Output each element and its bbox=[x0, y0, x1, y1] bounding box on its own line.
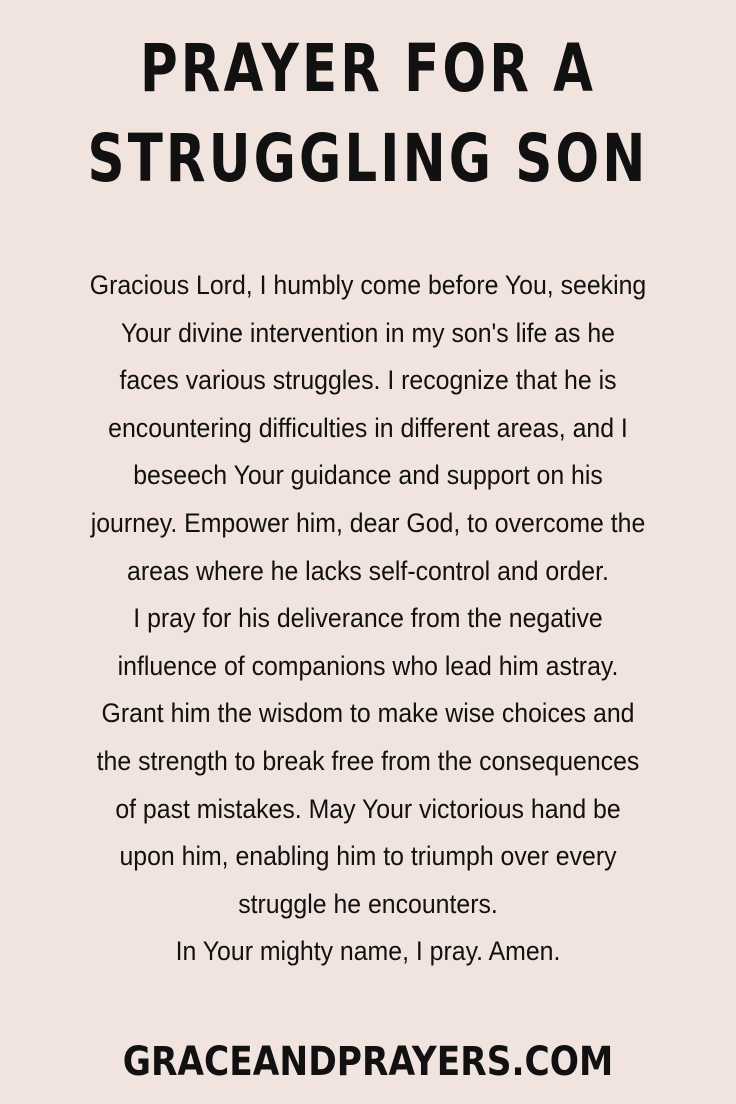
prayer-line: In Your mighty name, I pray. Amen. bbox=[175, 936, 561, 967]
page-title bbox=[81, 24, 655, 204]
title-line-1: PRAYER FOR A bbox=[139, 30, 597, 107]
prayer-line: journey. Empower him, dear God, to overcome the bbox=[90, 507, 646, 538]
prayer-line: the strength to break free from the consequences bbox=[96, 745, 640, 776]
prayer-line: influence of companions who lead him astray. bbox=[117, 650, 619, 681]
prayer-line: Grant him the wisdom to make wise choices and bbox=[101, 698, 635, 729]
prayer-text bbox=[18, 262, 718, 976]
prayer-line: faces various struggles. I recognize that he is bbox=[119, 365, 617, 396]
prayer-line: I pray for his deliverance from the negative bbox=[133, 603, 603, 634]
title-line-2: STRUGGLING SON bbox=[87, 120, 649, 197]
prayer-line: of past mistakes. May Your victorious hand be bbox=[115, 793, 621, 824]
website-footer: GRACEANDPRAYERS.COM bbox=[122, 1039, 614, 1085]
prayer-line: beseech Your guidance and support on his bbox=[133, 460, 603, 491]
prayer-line: upon him, enabling him to triumph over every bbox=[119, 841, 617, 872]
prayer-line: Gracious Lord, I humbly come before You, seeking bbox=[89, 270, 647, 300]
prayer-line: areas where he lacks self-control and order. bbox=[127, 555, 609, 586]
prayer-line: struggle he encounters. bbox=[238, 888, 498, 919]
prayer-line: encountering difficulties in different areas, and I bbox=[108, 412, 628, 443]
prayer-line: Your divine intervention in my son's life as he bbox=[120, 317, 616, 348]
